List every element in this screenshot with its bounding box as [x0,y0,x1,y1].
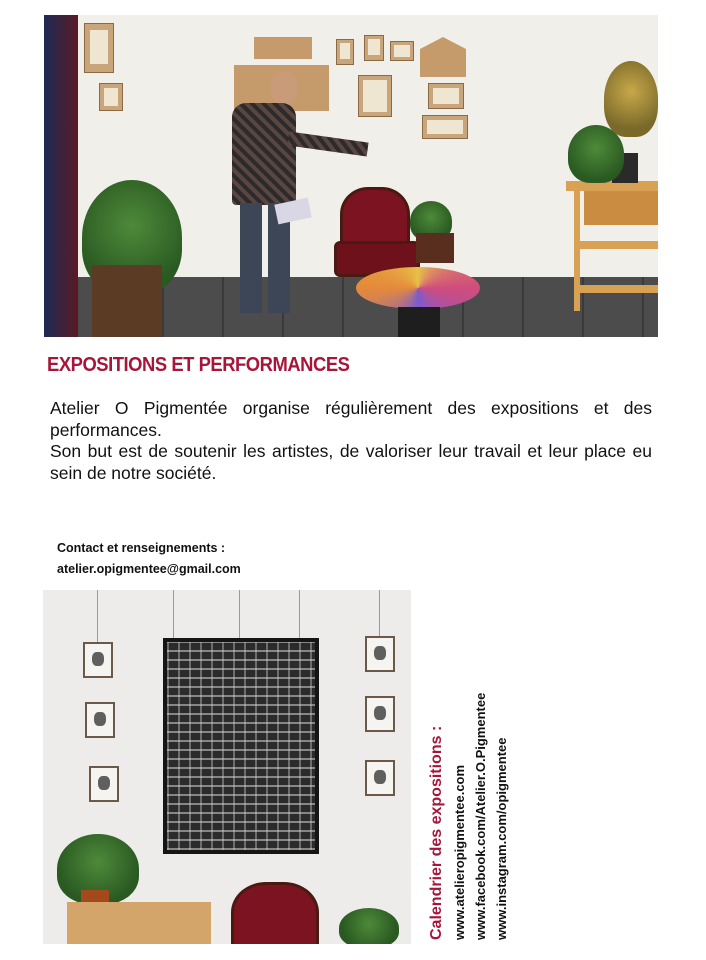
wall-artwork [84,23,114,73]
hanging-wire [173,590,174,638]
red-armchair [231,882,319,944]
exhibition-photo-bottom [43,590,411,944]
wall-artwork [422,115,468,139]
instagram-link[interactable]: www.instagram.com/opigmentee [494,737,509,940]
wall-artwork [428,83,464,109]
shelf-leg [574,191,580,311]
exhibition-photo-top [44,15,658,337]
table-base [398,307,440,337]
intro-paragraph: Atelier O Pigmentée organise régulièrement des expositions et des performances. [50,398,652,440]
person-head [270,71,298,105]
section-heading: EXPOSITIONS ET PERFORMANCES [47,354,350,376]
contact-label: Contact et renseignements : [57,541,226,555]
small-framed-drawing [85,702,115,738]
person-shirt [232,103,296,205]
hanging-wire [239,590,240,638]
calendar-title: Calendrier des expositions : [428,725,445,940]
shelf-board [574,285,658,293]
wall-artwork [99,83,123,111]
small-framed-drawing [83,642,113,678]
intro-paragraph: Son but est de soutenir les artistes, de valoriser leur travail et leur place eu sein de notre société. [50,441,652,483]
shelf-board [574,241,658,249]
hanging-wire [299,590,300,638]
hanging-wire [379,590,380,638]
side-table [416,233,454,263]
wall-artwork [358,75,392,117]
wooden-cabinet [67,902,211,944]
small-framed-drawing [365,636,395,672]
black-white-tapestry-artwork [163,638,319,854]
plant-stand [92,265,162,337]
wall-artwork [364,35,384,61]
small-framed-drawing [89,766,119,802]
curtain [44,15,78,337]
person-leg [240,203,262,313]
intro-text [50,398,652,484]
colorful-round-table [356,267,480,309]
hanging-wire [97,590,98,642]
wooden-shelf-drawers [584,191,658,225]
wall-artwork [390,41,414,61]
small-framed-drawing [365,696,395,732]
dried-flowers [604,61,658,137]
contact-email[interactable]: atelier.opigmentee@gmail.com [57,562,241,576]
wall-artwork [336,39,354,65]
facebook-link[interactable]: www.facebook.com/Atelier.O.Pigmentee [473,692,488,940]
wall-artwork [254,37,312,59]
small-plant [339,908,399,944]
website-link[interactable]: www.atelieropigmentee.com [452,764,467,940]
small-framed-drawing [365,760,395,796]
